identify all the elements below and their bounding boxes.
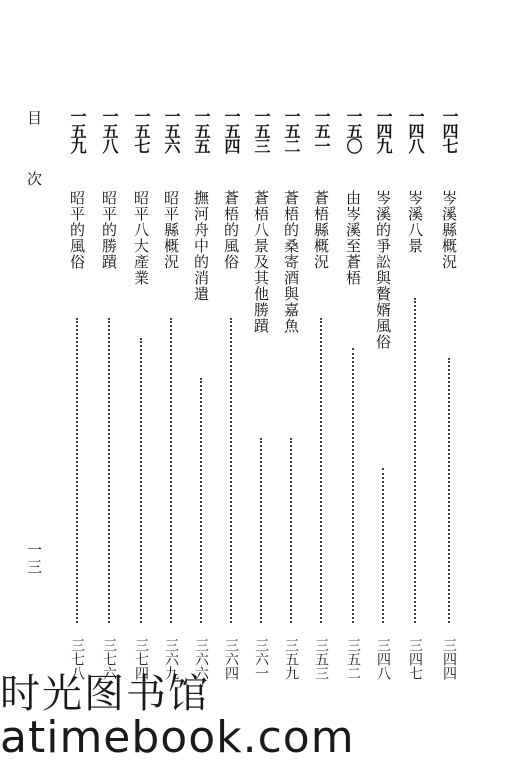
toc-page-number: 三五三 <box>313 638 329 680</box>
toc-row <box>126 108 156 693</box>
toc-chapter-number: 一五一 <box>312 108 331 153</box>
toc-row <box>186 108 216 693</box>
toc-chapter-number: 一四八 <box>406 108 425 153</box>
toc-entry-title: 岑溪八景 <box>406 190 424 254</box>
toc-chapter-number: 一五七 <box>132 108 151 153</box>
toc-leader-dots <box>230 318 232 623</box>
toc-entry-title: 由岑溪至蒼梧 <box>344 190 362 286</box>
toc-chapter-number: 一四七 <box>440 108 459 153</box>
toc-row <box>434 108 464 693</box>
toc-leader-dots <box>140 338 142 623</box>
toc-page-number: 三五二 <box>345 638 361 680</box>
toc-page-number: 三七四 <box>133 638 149 680</box>
toc-entry-title: 昭平八大產業 <box>132 190 150 286</box>
toc-leader-dots <box>448 358 450 623</box>
toc-page-number: 三五九 <box>283 638 299 680</box>
toc-chapter-number: 一五六 <box>162 108 181 153</box>
toc-leader-dots <box>352 348 354 623</box>
toc-header-title: 目 次 <box>25 110 43 200</box>
toc-page-number: 三四八 <box>375 638 391 680</box>
toc-page-number: 三六一 <box>253 638 269 680</box>
toc-page-number: 三六四 <box>223 638 239 680</box>
toc-leader-dots <box>382 468 384 623</box>
toc-chapter-number: 一五八 <box>100 108 119 153</box>
toc-chapter-number: 一五三 <box>252 108 271 153</box>
toc-entry-title: 岑溪的爭訟與贅婿風俗 <box>374 190 392 350</box>
toc-entry-title: 蒼梧縣概況 <box>312 190 330 270</box>
toc-page-number: 三六六 <box>193 638 209 680</box>
toc-row <box>94 108 124 693</box>
toc-page-number: 三四四 <box>441 638 457 680</box>
toc-leader-dots <box>290 438 292 623</box>
toc-row <box>62 108 92 693</box>
toc-leader-dots <box>108 318 110 623</box>
toc-chapter-number: 一五〇 <box>344 108 363 153</box>
toc-entry-title: 昭平的風俗 <box>68 190 86 270</box>
toc-entry-title: 岑溪縣概況 <box>440 190 458 270</box>
toc-row <box>216 108 246 693</box>
toc-row <box>368 108 398 693</box>
toc-chapter-number: 一五二 <box>282 108 301 153</box>
toc-leader-dots <box>320 318 322 623</box>
toc-page-number: 三七八 <box>69 638 85 680</box>
toc-chapter-number: 一五四 <box>222 108 241 153</box>
toc-row <box>338 108 368 693</box>
toc-chapter-number: 一五五 <box>192 108 211 153</box>
toc-chapter-number: 一四九 <box>374 108 393 153</box>
toc-row <box>156 108 186 693</box>
watermark-text-cn: 时光图书馆 <box>0 671 210 717</box>
toc-leader-dots <box>76 318 78 623</box>
toc-page-number: 三六九 <box>163 638 179 680</box>
page-number: 一三 <box>25 542 43 576</box>
toc-entry-title: 昭平的勝蹟 <box>100 190 118 270</box>
toc-row <box>246 108 276 693</box>
toc-row <box>400 108 430 693</box>
toc-entry-title: 蒼梧的桑寄酒與嘉魚 <box>282 190 300 334</box>
toc-page-number: 三四七 <box>407 638 423 680</box>
toc-row <box>276 108 306 693</box>
toc-leader-dots <box>260 438 262 623</box>
toc-entry-title: 撫河舟中的消遣 <box>192 190 210 302</box>
toc-entry-title: 蒼梧的風俗 <box>222 190 240 270</box>
toc-leader-dots <box>414 298 416 623</box>
toc-chapter-number: 一五九 <box>68 108 87 153</box>
toc-entry-title: 昭平縣概況 <box>162 190 180 270</box>
toc-page-number: 三七六 <box>101 638 117 680</box>
toc-row <box>306 108 336 693</box>
toc-entry-title: 蒼梧八景及其他勝蹟 <box>252 190 270 334</box>
watermark-text-url: atimebook.com <box>0 712 355 763</box>
toc-leader-dots <box>200 378 202 623</box>
toc-leader-dots <box>170 318 172 623</box>
